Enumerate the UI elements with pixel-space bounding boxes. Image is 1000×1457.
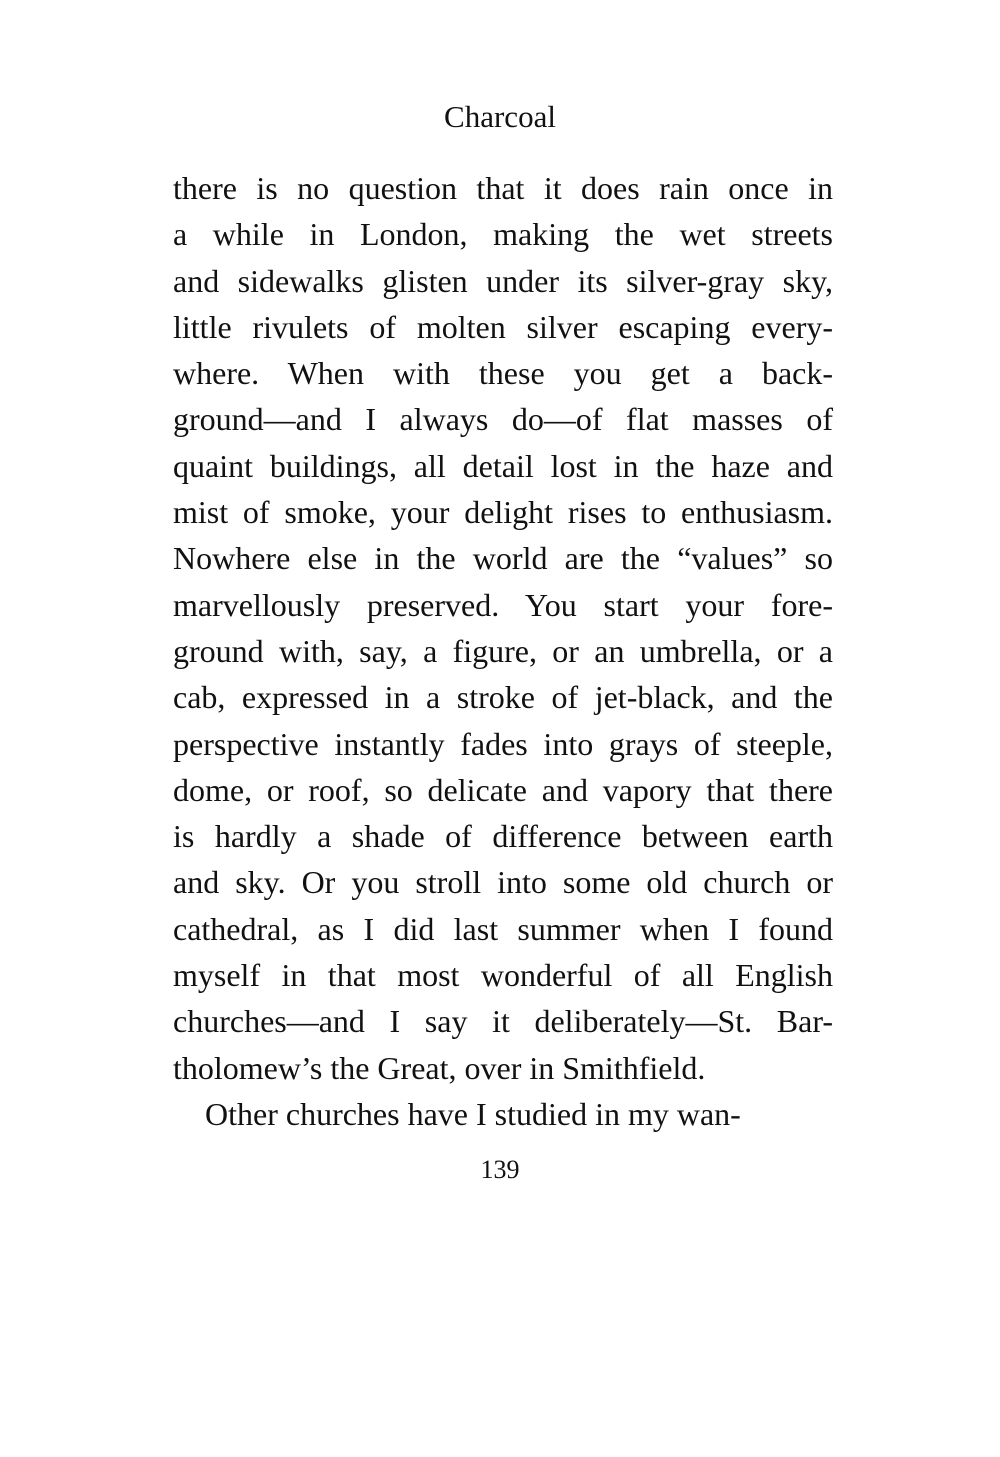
text-line: tholomew’s the Great, over in Smithfield. — [173, 1049, 706, 1086]
text-line: and sky. Or you stroll into some old church or — [173, 864, 833, 901]
text-line: dome, or roof, so delicate and vapory that there — [173, 771, 833, 808]
text-line: a while in London, making the wet streets — [173, 216, 833, 253]
text-line: perspective instantly fades into grays of steeple, — [173, 725, 833, 762]
text-line: churches—and I say it deliberately—St. Bar- — [173, 1003, 833, 1040]
text-line: is hardly a shade of difference between earth — [173, 818, 833, 855]
text-line: little rivulets of molten silver escaping every- — [173, 308, 833, 345]
body-text — [173, 165, 833, 1137]
text-line: ground—and I always do—of flat masses of — [173, 401, 833, 438]
page-number: 139 — [480, 1155, 520, 1184]
text-line: where. When with these you get a back- — [173, 355, 833, 392]
text-line: Other churches have I studied in my wan- — [205, 1095, 741, 1132]
paragraph — [173, 1091, 833, 1137]
text-line: mist of smoke, your delight rises to enthusiasm. — [173, 494, 833, 531]
running-head: Charcoal — [444, 99, 556, 134]
text-line: and sidewalks glisten under its silver-gray sky, — [173, 262, 833, 299]
text-line: quaint buildings, all detail lost in the haze and — [173, 447, 833, 484]
text-line: cab, expressed in a stroke of jet-black, and the — [173, 679, 833, 716]
text-line: there is no question that it does rain once in — [173, 170, 833, 206]
text-line: cathedral, as I did last summer when I found — [173, 910, 833, 947]
text-line: marvellously preserved. You start your fore- — [173, 586, 833, 623]
paragraph — [173, 165, 833, 1091]
text-line: myself in that most wonderful of all English — [173, 957, 833, 994]
text-line: ground with, say, a figure, or an umbrella, or a — [173, 632, 833, 669]
text-line: Nowhere else in the world are the “values” so — [173, 540, 833, 577]
